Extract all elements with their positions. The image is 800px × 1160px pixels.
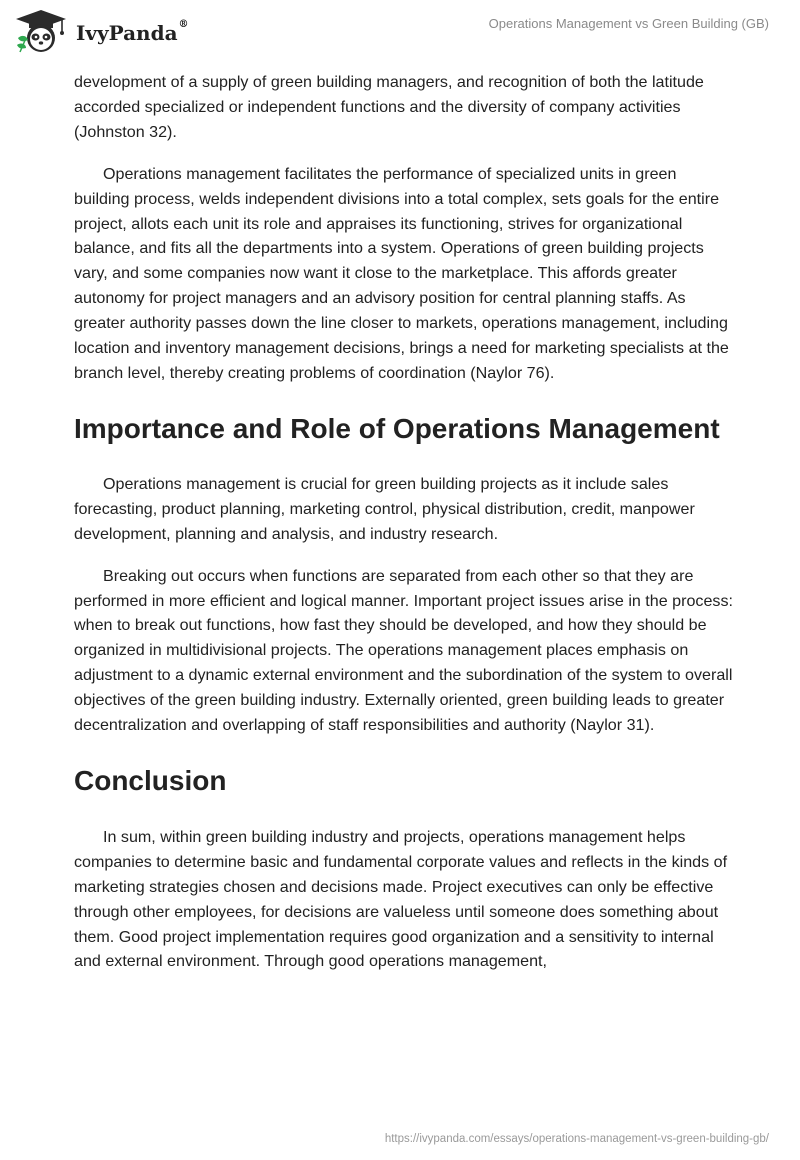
brand-name: IvyPanda® [76,19,189,45]
source-url[interactable]: https://ivypanda.com/essays/operations-management-vs-green-building-gb/ [384,1133,769,1145]
paragraph: development of a supply of green building managers, and recognition of both the latitude accorded specialized or independent functions and the diversity of company activities (Johnston 32). [74,73,704,141]
section-heading: Importance and Role of Operations Management [74,412,720,444]
paragraph: In sum, within green building industry and projects, operations management helps companies to determine basic and fundamental corporate values and reflects in the kinds of marketing strategies chosen and decisions made. Project executives can only be effective through other employees, for decisions are valueless until someone does something about them. Good project implementation requires good organization and a sensitivity to internal and external environment. Through good operations management, [74,827,728,971]
paragraph: Operations management facilitates the performance of specialized units in green building process, welds independent divisions into a total complex, sets goals for the entire project, allots each unit its role and appraises its functioning, strives for organizational balance, and fits all the departments into a system. Operations of green building projects vary, and some companies now want it close to the marketplace. This affords greater autonomy for project managers and an advisory position for central planning staffs. As greater authority passes down the line closer to markets, operations management, including location and inventory management decisions, brings a need for marketing specialists at the branch level, thereby creating problems of coordination (Naylor 76). [74,164,729,382]
essay-body [74,70,734,974]
ivypanda-logo[interactable] [14,8,214,54]
panda-graduate-icon [14,8,70,54]
paragraph: Breaking out occurs when functions are separated from each other so that they are performed in more efficient and logical manner. Important project issues arise in the process: when to break out functions, how fast they should be developed, and how they should be organized in multidivisional projects. The operations management places emphasis on adjustment to a dynamic external environment and the subordination of the system to overall objectives of the green building industry. Externally oriented, green building leads to greater decentralization and overlapping of staff responsibilities and authority (Naylor 31). [74,566,733,735]
document-title: Operations Management vs Green Building (GB) [488,16,769,31]
page-header [0,0,800,62]
paragraph: Operations management is crucial for green building projects as it include sales forecasting, product planning, marketing control, physical distribution, credit, manpower development, planning and analysis, and industry research. [74,474,695,543]
section-heading: Conclusion [74,764,227,796]
